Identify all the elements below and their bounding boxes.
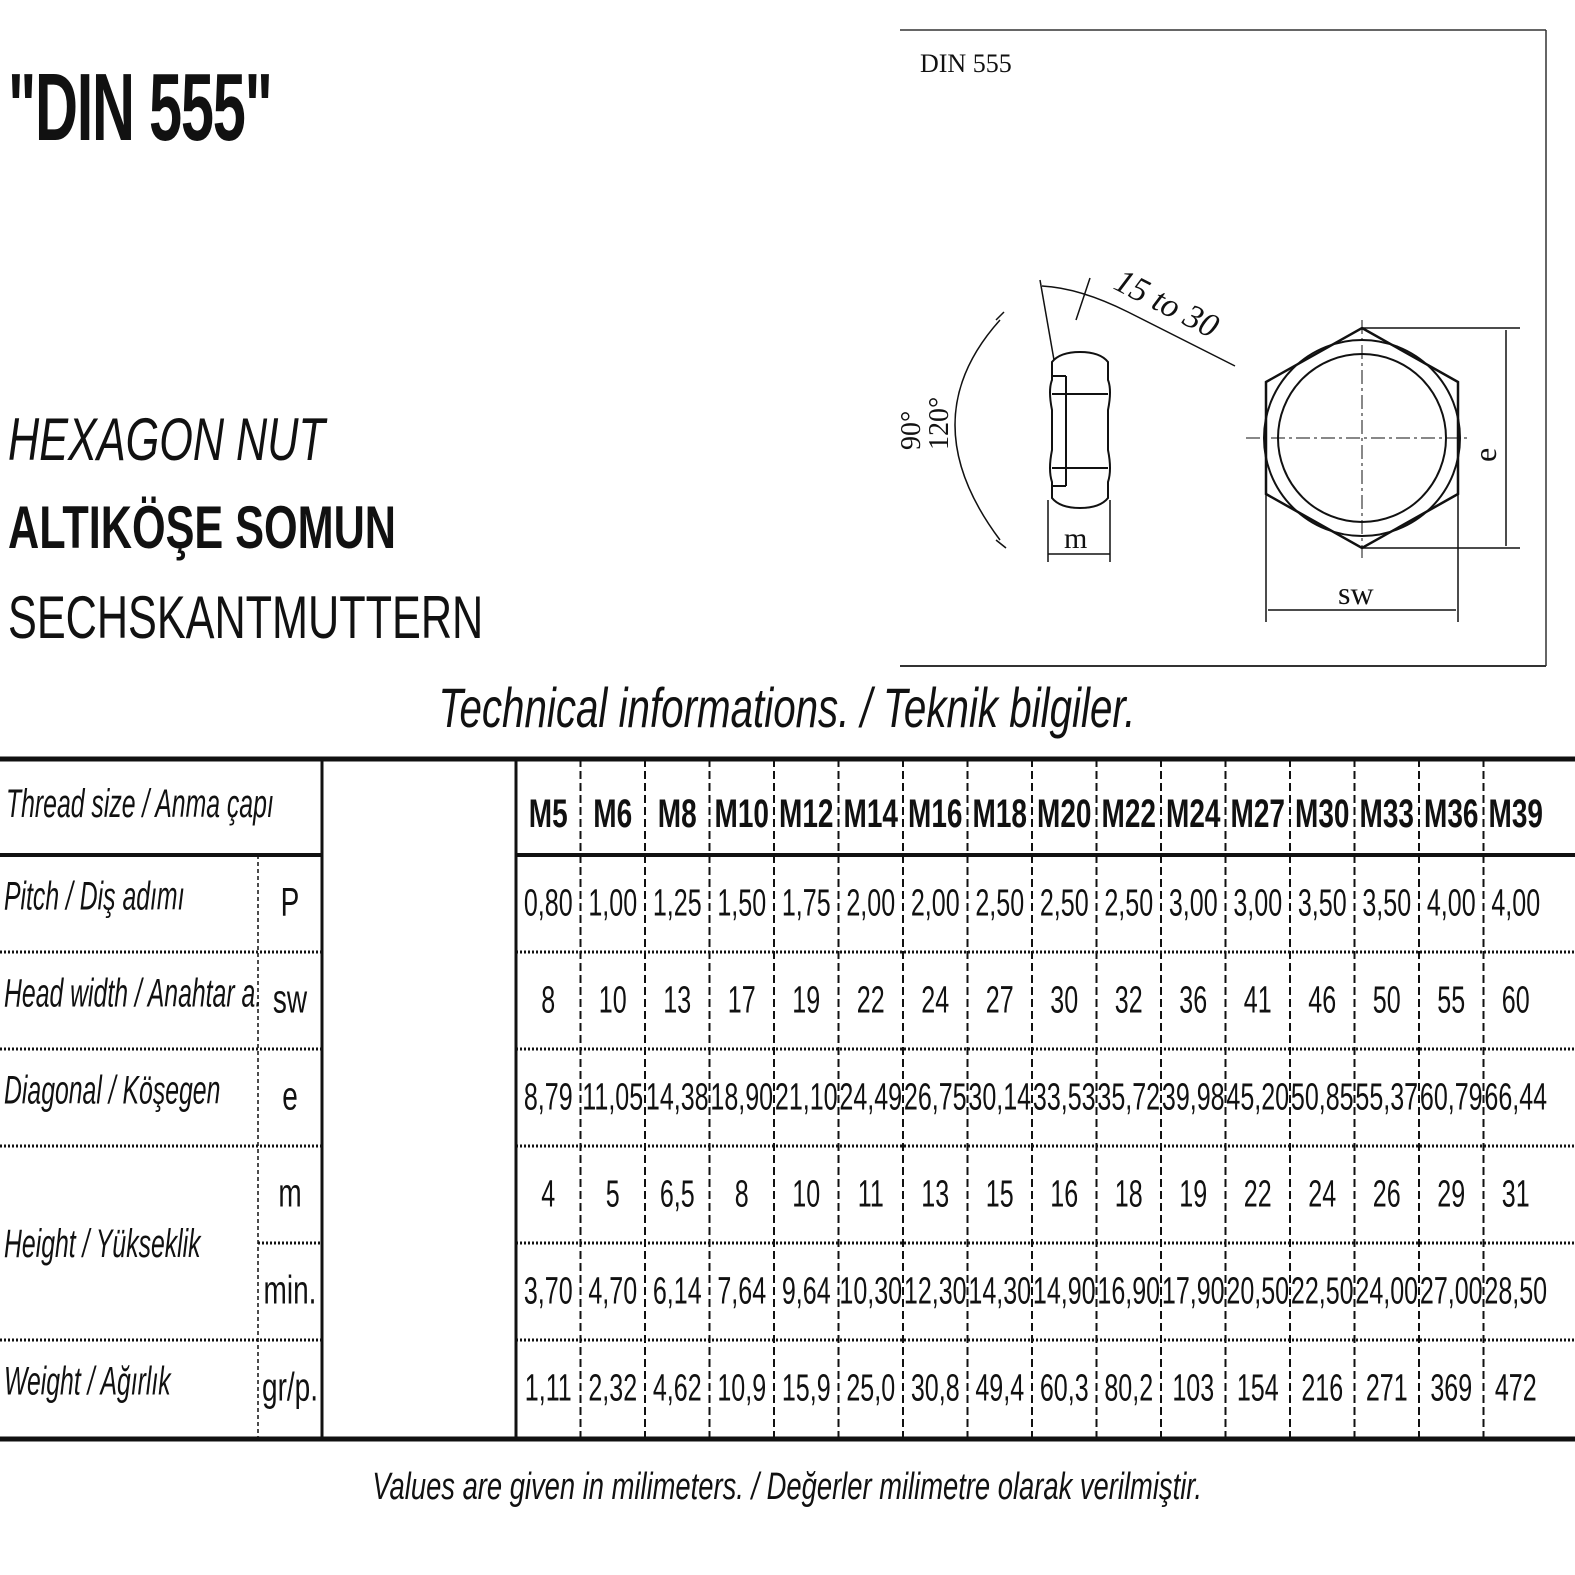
table-cell: 25,0 bbox=[846, 1366, 896, 1409]
table-cell: 19 bbox=[792, 978, 821, 1021]
size-header: M6 bbox=[593, 792, 633, 837]
table-cell: 27,00 bbox=[1419, 1269, 1483, 1312]
table-cell: 1,50 bbox=[717, 881, 767, 924]
table-cell: 2,00 bbox=[846, 881, 896, 924]
table-cell: 1,11 bbox=[524, 1366, 572, 1409]
table-cell: 60,79 bbox=[1419, 1075, 1483, 1118]
table-cell: 14,38 bbox=[645, 1075, 709, 1118]
table-cell: 2,32 bbox=[588, 1366, 638, 1409]
table-cell: 15,9 bbox=[781, 1366, 831, 1409]
table-cell: 15 bbox=[985, 1172, 1014, 1215]
table-cell: 39,98 bbox=[1161, 1075, 1225, 1118]
table-cell: 16,90 bbox=[1097, 1269, 1161, 1312]
size-header: M33 bbox=[1359, 792, 1414, 837]
table-cell: 2,50 bbox=[1039, 881, 1089, 924]
table-cell: 46 bbox=[1308, 978, 1337, 1021]
angle-arc bbox=[955, 320, 1000, 540]
table-cell: 55 bbox=[1437, 978, 1466, 1021]
header-label: Thread size / Anma çapı bbox=[6, 782, 274, 827]
table-cell: 0,80 bbox=[523, 881, 573, 924]
table-cell: 6,14 bbox=[652, 1269, 702, 1312]
table-cell: 14,90 bbox=[1032, 1269, 1096, 1312]
row-symbol: min. bbox=[263, 1268, 317, 1313]
size-header: M30 bbox=[1295, 792, 1350, 837]
table-cell: 10,9 bbox=[717, 1366, 767, 1409]
table-cell: 19 bbox=[1179, 1172, 1208, 1215]
subtitle-german bbox=[8, 584, 668, 651]
table-cell: 5 bbox=[605, 1172, 620, 1215]
table-cell: 4,00 bbox=[1491, 881, 1541, 924]
table-cell: 35,72 bbox=[1097, 1075, 1161, 1118]
technical-drawing bbox=[896, 30, 1548, 670]
table-cell: 3,50 bbox=[1362, 881, 1412, 924]
page-title-text: "DIN 555" bbox=[8, 54, 272, 161]
table-cell: 4,62 bbox=[652, 1366, 702, 1409]
table-cell: 20,50 bbox=[1226, 1269, 1290, 1312]
table-cell: 30 bbox=[1050, 978, 1079, 1021]
table-cell: 33,53 bbox=[1032, 1075, 1096, 1118]
table-cell: 80,2 bbox=[1104, 1366, 1154, 1409]
table-cell: 103 bbox=[1172, 1366, 1215, 1409]
row-label: Height / Yükseklik bbox=[4, 1222, 201, 1267]
table-cell: 16 bbox=[1050, 1172, 1079, 1215]
size-header: M22 bbox=[1101, 792, 1156, 837]
drawing-label: DIN 555 bbox=[920, 49, 1012, 78]
table-cell: 17 bbox=[727, 978, 756, 1021]
table-cell: 10,30 bbox=[839, 1269, 903, 1312]
table-cell: 12,30 bbox=[903, 1269, 967, 1312]
table-cell: 66,44 bbox=[1484, 1075, 1548, 1118]
table-cell: 60,3 bbox=[1039, 1366, 1089, 1409]
table-cell: 6,5 bbox=[659, 1172, 695, 1215]
table-cell: 13 bbox=[663, 978, 692, 1021]
table-cell: 18,90 bbox=[710, 1075, 774, 1118]
table-cell: 21,10 bbox=[774, 1075, 838, 1118]
chamfer-angle-label: 15 to 30 bbox=[1108, 262, 1225, 346]
table-cell: 2,50 bbox=[975, 881, 1025, 924]
table-cell: 32 bbox=[1114, 978, 1143, 1021]
table-cell: 216 bbox=[1301, 1366, 1344, 1409]
table-cell: 369 bbox=[1430, 1366, 1473, 1409]
size-header: M5 bbox=[528, 792, 568, 837]
nut-side-view bbox=[1050, 348, 1112, 508]
size-header: M12 bbox=[779, 792, 834, 837]
footer-note bbox=[0, 1468, 1575, 1506]
size-header: M27 bbox=[1230, 792, 1285, 837]
size-header: M36 bbox=[1424, 792, 1479, 837]
table-cell: 24,49 bbox=[839, 1075, 903, 1118]
table-cell: 8 bbox=[541, 978, 556, 1021]
table-cell: 3,00 bbox=[1233, 881, 1283, 924]
footer-note-text: Values are given in milimeters. / Değerler milimetre olarak verilmiştir. bbox=[372, 1466, 1203, 1508]
row-symbol: P bbox=[280, 880, 300, 925]
table-cell: 24 bbox=[1308, 1172, 1337, 1215]
row-symbol: e bbox=[282, 1074, 298, 1119]
table-cell: 50 bbox=[1372, 978, 1401, 1021]
size-header: M39 bbox=[1488, 792, 1543, 837]
table-cell: 36 bbox=[1179, 978, 1208, 1021]
table-cell: 30,14 bbox=[968, 1075, 1032, 1118]
table-cell: 3,70 bbox=[523, 1269, 573, 1312]
table-cell: 2,50 bbox=[1104, 881, 1154, 924]
table-cell: 1,00 bbox=[588, 881, 638, 924]
table-cell: 2,00 bbox=[910, 881, 960, 924]
spec-table bbox=[0, 755, 1575, 1455]
size-header: M8 bbox=[657, 792, 697, 837]
table-cell: 1,25 bbox=[652, 881, 702, 924]
table-cell: 14,30 bbox=[968, 1269, 1032, 1312]
table-cell: 13 bbox=[921, 1172, 950, 1215]
table-cell: 17,90 bbox=[1161, 1269, 1225, 1312]
table-cell: 3,50 bbox=[1297, 881, 1347, 924]
size-header: M10 bbox=[714, 792, 769, 837]
subtitle-english bbox=[8, 406, 448, 473]
table-cell: 4,70 bbox=[588, 1269, 638, 1312]
angle-arc-tick-top bbox=[996, 312, 1004, 320]
table-cell: 26,75 bbox=[903, 1075, 967, 1118]
row-symbol: sw bbox=[272, 977, 308, 1022]
table-cell: 1,75 bbox=[781, 881, 831, 924]
section-title-text: Technical informations. / Teknik bilgiler. bbox=[439, 676, 1136, 739]
table-cell: 10 bbox=[598, 978, 627, 1021]
table-cell: 50,85 bbox=[1290, 1075, 1354, 1118]
subtitle-turkish bbox=[8, 494, 547, 561]
table-cell: 22 bbox=[1243, 1172, 1272, 1215]
table-cell: 11,05 bbox=[582, 1075, 644, 1118]
angle-label-120: 120° bbox=[924, 396, 955, 450]
row-symbol: gr/p. bbox=[261, 1365, 319, 1410]
table-cell: 60 bbox=[1501, 978, 1530, 1021]
subtitle-german-text: SECHSKANTMUTTERN bbox=[8, 584, 484, 651]
table-cell: 3,00 bbox=[1168, 881, 1218, 924]
table-cell: 22,50 bbox=[1290, 1269, 1354, 1312]
table-cell: 24 bbox=[921, 978, 950, 1021]
table-cell: 26 bbox=[1372, 1172, 1401, 1215]
table-cell: 24,00 bbox=[1355, 1269, 1419, 1312]
table-cell: 7,64 bbox=[717, 1269, 767, 1312]
m-dimension-label: m bbox=[1064, 522, 1088, 555]
table-cell: 45,20 bbox=[1226, 1075, 1290, 1118]
size-header: M18 bbox=[972, 792, 1027, 837]
row-label: Pitch / Diş adımı bbox=[4, 874, 185, 920]
table-cell: 30,8 bbox=[910, 1366, 960, 1409]
size-header: M20 bbox=[1037, 792, 1092, 837]
table-cell: 41 bbox=[1243, 978, 1272, 1021]
size-header: M24 bbox=[1166, 792, 1221, 837]
table-text bbox=[4, 782, 1547, 1410]
table-cell: 27 bbox=[985, 978, 1014, 1021]
row-label: Head width / Anahtar a. bbox=[4, 971, 263, 1017]
table-cell: 8,79 bbox=[523, 1075, 573, 1118]
table-cell: 4,00 bbox=[1426, 881, 1476, 924]
table-cell: 49,4 bbox=[975, 1366, 1025, 1409]
angle-label-90: 90° bbox=[896, 410, 927, 450]
table-cell: 31 bbox=[1501, 1172, 1530, 1215]
table-cell: 29 bbox=[1437, 1172, 1466, 1215]
table-cell: 8 bbox=[734, 1172, 749, 1215]
subtitle-english-text: HEXAGON NUT bbox=[8, 406, 325, 473]
table-cell: 55,37 bbox=[1355, 1075, 1419, 1118]
size-header: M14 bbox=[843, 792, 898, 837]
nut-front-view bbox=[1246, 320, 1470, 558]
row-label: Diagonal / Köşegen bbox=[4, 1068, 221, 1114]
section-title bbox=[0, 676, 1575, 739]
size-header: M16 bbox=[908, 792, 963, 837]
table-cell: 472 bbox=[1494, 1366, 1537, 1409]
table-cell: 22 bbox=[856, 978, 885, 1021]
table-cell: 10 bbox=[792, 1172, 821, 1215]
page-title bbox=[8, 54, 433, 161]
table-cell: 271 bbox=[1365, 1366, 1408, 1409]
row-label: Weight / Ağırlık bbox=[4, 1359, 171, 1405]
e-dimension-label: e bbox=[1467, 447, 1503, 462]
table-cell: 11 bbox=[857, 1172, 884, 1215]
subtitle-turkish-text: ALTIKÖŞE SOMUN bbox=[8, 494, 397, 561]
table-cell: 154 bbox=[1236, 1366, 1279, 1409]
table-cell: 28,50 bbox=[1484, 1269, 1548, 1312]
sw-dimension-label: sw bbox=[1338, 575, 1374, 611]
table-cell: 4 bbox=[541, 1172, 556, 1215]
table-cell: 9,64 bbox=[781, 1269, 831, 1312]
angle-arc-tick-bottom bbox=[996, 540, 1006, 548]
table-cell: 18 bbox=[1114, 1172, 1143, 1215]
row-symbol: m bbox=[278, 1171, 302, 1216]
